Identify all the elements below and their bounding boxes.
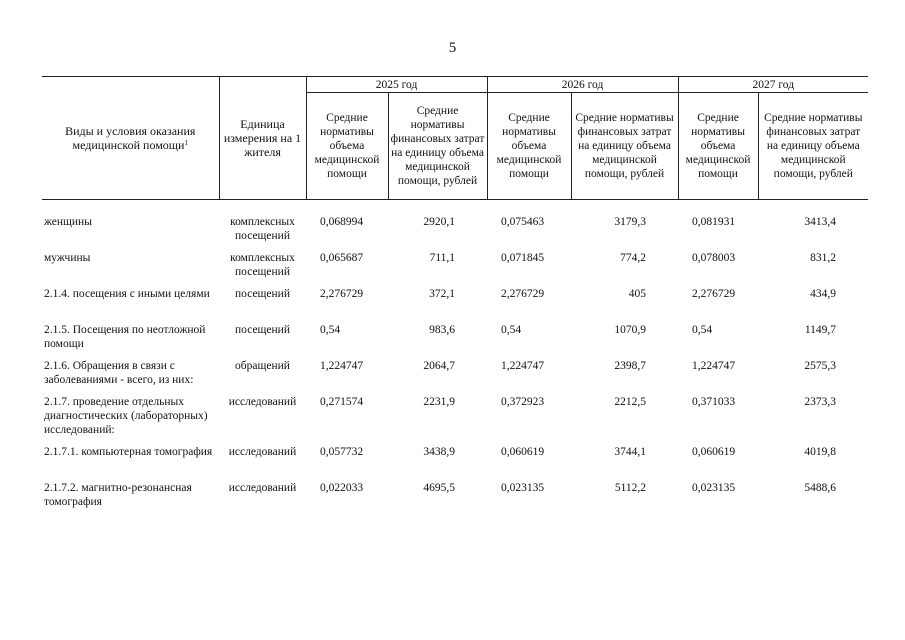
header-years-row <box>42 77 868 93</box>
volume-2027: 0,060619 <box>692 446 736 458</box>
header-type <box>42 77 219 200</box>
cost-2025: 983,6 <box>429 324 456 336</box>
volume-2027: 0,023135 <box>692 482 736 494</box>
volume-2025: 0,271574 <box>320 396 364 408</box>
cost-2025: 711,1 <box>429 252 456 264</box>
cost-2026: 2398,7 <box>614 360 647 372</box>
table-row <box>42 359 868 395</box>
volume-2026: 0,060619 <box>501 446 545 458</box>
header-volume-2025: Средние нормативы объема медицинской помощи <box>306 93 388 200</box>
cost-2025: 3438,9 <box>423 446 456 458</box>
row-unit: посещений <box>235 324 290 336</box>
cost-2026: 2212,5 <box>614 396 647 408</box>
table-row <box>42 445 868 481</box>
volume-2025: 0,022033 <box>320 482 364 494</box>
table-row <box>42 251 868 287</box>
page-number: 5 <box>448 40 457 56</box>
cost-2026: 1070,9 <box>614 324 647 336</box>
cost-2025: 2920,1 <box>423 216 456 228</box>
row-name: 2.1.7.1. компьютерная томография <box>44 446 213 458</box>
header-type-text: Виды и условия оказания медицинской помощи <box>65 124 196 152</box>
cost-2027: 5488,6 <box>804 482 837 494</box>
volume-2026: 0,372923 <box>501 396 545 408</box>
cost-2027: 3413,4 <box>804 216 837 228</box>
cost-2027: 4019,8 <box>804 446 837 458</box>
volume-2025: 2,276729 <box>320 288 364 300</box>
volume-2027: 0,371033 <box>692 396 736 408</box>
header-cost-2026: Средние нормативы финансовых затрат на единицу объема медицинской помощи, рублей <box>571 93 678 200</box>
cost-2027: 2373,3 <box>804 396 837 408</box>
row-unit: обращений <box>235 360 290 372</box>
volume-2027: 0,078003 <box>692 252 736 264</box>
row-name: женщины <box>44 216 92 228</box>
row-name: 2.1.5. Посещения по неотложной помощи <box>44 324 206 350</box>
row-unit: исследований <box>228 396 297 408</box>
volume-2026: 0,075463 <box>501 216 545 228</box>
cost-2026: 774,2 <box>620 252 647 264</box>
row-unit: комплексных посещений <box>230 216 295 242</box>
row-name: 2.1.4. посещения с иными целями <box>44 288 210 300</box>
volume-2026: 0,023135 <box>501 482 545 494</box>
header-year-2025: 2025 год <box>306 77 487 93</box>
volume-2027: 2,276729 <box>692 288 736 300</box>
header-cost-2027: Средние нормативы финансовых затрат на единицу объема медицинской помощи, рублей <box>758 93 868 200</box>
row-name: 2.1.7.2. магнитно-резонансная томография <box>44 482 192 508</box>
header-year-2026: 2026 год <box>487 77 678 93</box>
norms-table <box>42 76 868 517</box>
table-row <box>42 200 868 252</box>
row-name: 2.1.6. Обращения в связи с заболеваниями - всего, из них: <box>44 360 194 386</box>
header-year-2027: 2027 год <box>678 77 868 93</box>
cost-2027: 2575,3 <box>804 360 837 372</box>
table-row <box>42 481 868 517</box>
volume-2026: 0,54 <box>501 324 522 336</box>
cost-2025: 2231,9 <box>423 396 456 408</box>
cost-2027: 434,9 <box>810 288 837 300</box>
cost-2025: 372,1 <box>429 288 456 300</box>
volume-2025: 0,54 <box>320 324 341 336</box>
cost-2025: 4695,5 <box>423 482 456 494</box>
cost-2027: 831,2 <box>810 252 837 264</box>
volume-2027: 1,224747 <box>692 360 736 372</box>
table-row <box>42 395 868 445</box>
volume-2026: 2,276729 <box>501 288 545 300</box>
cost-2027: 1149,7 <box>804 324 837 336</box>
header-cost-2025: Средние нормативы финансовых затрат на единицу объема медицинской помощи, рублей <box>388 93 487 200</box>
row-unit: посещений <box>235 288 290 300</box>
footnote-mark: 1 <box>184 139 188 147</box>
header-unit: Единица измерения на 1 жителя <box>219 77 306 200</box>
cost-2025: 2064,7 <box>423 360 456 372</box>
row-unit: исследований <box>228 446 297 458</box>
volume-2025: 0,068994 <box>320 216 364 228</box>
row-name: 2.1.7. проведение отдельных диагностических (лабораторных) исследований: <box>44 396 208 436</box>
table-row <box>42 287 868 323</box>
row-unit: исследований <box>228 482 297 494</box>
volume-2027: 0,54 <box>692 324 713 336</box>
volume-2025: 0,065687 <box>320 252 364 264</box>
volume-2025: 1,224747 <box>320 360 364 372</box>
volume-2025: 0,057732 <box>320 446 364 458</box>
volume-2026: 0,071845 <box>501 252 545 264</box>
cost-2026: 5112,2 <box>614 482 647 494</box>
cost-2026: 405 <box>628 288 647 300</box>
volume-2026: 1,224747 <box>501 360 545 372</box>
cost-2026: 3179,3 <box>614 216 647 228</box>
header-volume-2026: Средние нормативы объема медицинской помощи <box>487 93 571 200</box>
header-volume-2027: Средние нормативы объема медицинской помощи <box>678 93 758 200</box>
row-unit: комплексных посещений <box>230 252 295 278</box>
row-name: мужчины <box>44 252 91 264</box>
cost-2026: 3744,1 <box>614 446 647 458</box>
volume-2027: 0,081931 <box>692 216 736 228</box>
table-row <box>42 323 868 359</box>
